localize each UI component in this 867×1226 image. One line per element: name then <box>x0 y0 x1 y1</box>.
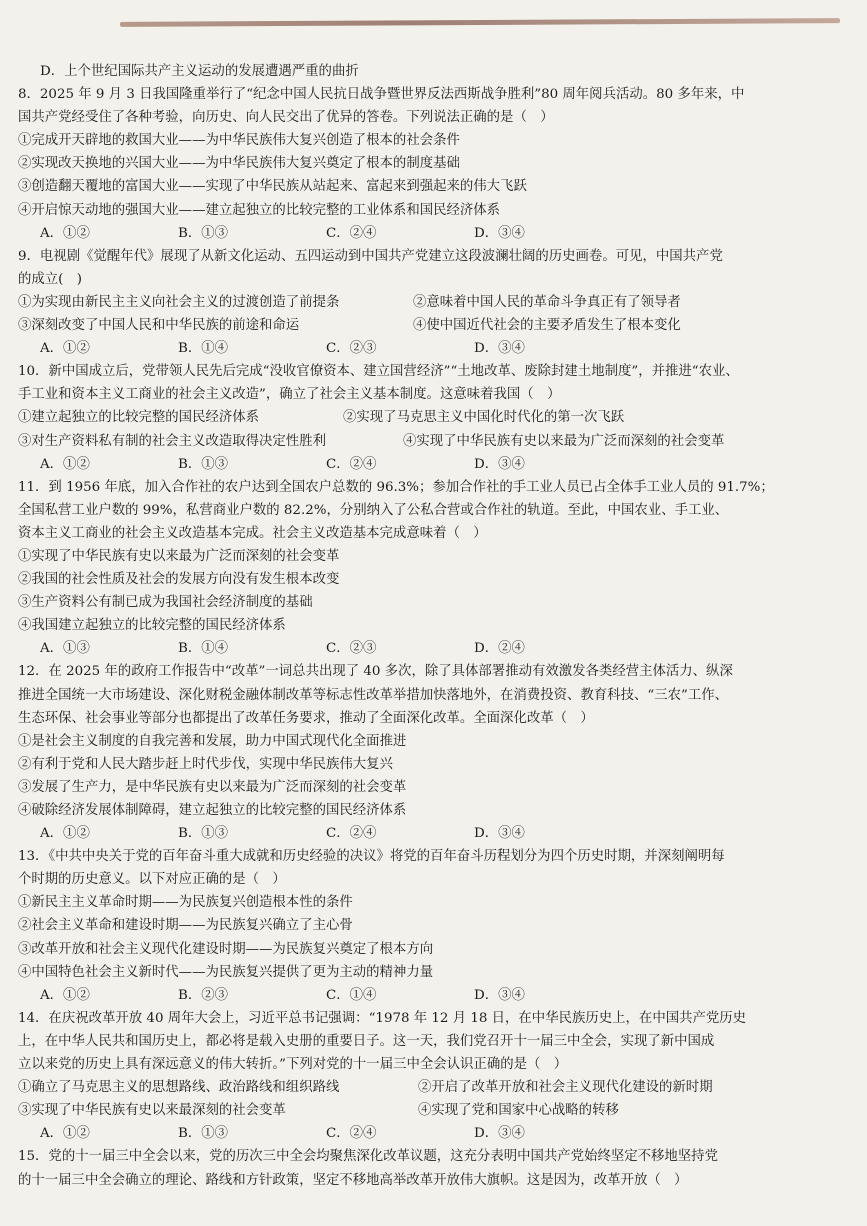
statement-item: ①是社会主义制度的自我完善和发展，助力中国式现代化全面推进 <box>18 733 407 749</box>
question-14 <box>18 1007 828 1146</box>
option-c: C．②④ <box>326 456 377 472</box>
question-stem-line: 14．在庆祝改革开放 40 周年大会上，习近平总书记强调：“1978 年 12 月 18 日，在中华民族历史上，在中国共产党历史 <box>18 1010 747 1026</box>
statement-item: ③实现了中华民族有史以来最深刻的社会变革 <box>18 1103 286 1119</box>
question-15 <box>18 1145 828 1191</box>
option-b: B．②③ <box>178 987 229 1003</box>
answer-options <box>18 637 828 660</box>
question-stem-line: 11．到 1956 年底，加入合作社的农户达到全国农户总数的 96.3%；参加合作社的手工业人员已占全体手工业人员的 91.7%； <box>18 479 774 495</box>
statement-item: ①确立了马克思主义的思想路线、政治路线和组织路线 <box>18 1080 340 1096</box>
statement-item: ②实现了马克思主义中国化时代化的第一次飞跃 <box>343 410 625 426</box>
answer-options <box>18 453 828 476</box>
question-stem-line: 15．党的十一届三中全会以来，党的历次三中全会均聚焦深化改革议题，这充分表明中国共产党始终坚定不移地坚持党 <box>18 1149 718 1165</box>
question-stem-line: 10．新中国成立后，党带领人民先后完成“没收官僚资本、建立国营经济”“土地改革、废除封建土地制度”，并推进“农业、 <box>18 364 739 380</box>
answer-options <box>18 984 828 1007</box>
question-stem-line: 8．2025 年 9 月 3 日我国隆重举行了“纪念中国人民抗日战争暨世界反法西斯战争胜利”80 周年阅兵活动。80 多年来，中 <box>18 87 745 103</box>
option-c: C．①④ <box>326 987 377 1003</box>
option-a: A．①② <box>40 987 90 1003</box>
question-stem-line: 的十一届三中全会确立的理论、路线和方针政策，坚定不移地高举改革开放伟大旗帜。这是因为，改革开放（ ） <box>18 1172 688 1188</box>
statement-item: ①完成开天辟地的救国大业——为中华民族伟大复兴创造了根本的社会条件 <box>18 133 460 149</box>
statement-item: ③深刻改变了中国人民和中华民族的前途和命运 <box>18 318 300 334</box>
option-c: C．②④ <box>326 225 377 241</box>
question-stem-line: 的成立( ) <box>18 271 83 287</box>
statement-item: ④使中国近代社会的主要矛盾发生了根本变化 <box>413 318 681 334</box>
statement-item: ③发展了生产力，是中华民族有史以来最为广泛而深刻的社会变革 <box>18 779 407 795</box>
statement-item: ④中国特色社会主义新时代——为民族复兴提供了更为主动的精神力量 <box>18 964 434 980</box>
statement-pair <box>18 314 828 337</box>
option-d: D．③④ <box>474 987 525 1003</box>
option-a: A．①② <box>40 456 90 472</box>
option-b: B．①③ <box>178 826 229 842</box>
option-d: D．③④ <box>474 826 525 842</box>
question-stem-line: 个时期的历史意义。以下对应正确的是（ ） <box>18 872 286 888</box>
statement-item: ①新民主主义革命时期——为民族复兴创造根本性的条件 <box>18 895 353 911</box>
question-stem-line: 13．《中共中央关于党的百年奋斗重大成就和历史经验的决议》将党的百年奋斗历程划分为四个历史时期，并深刻阐明每 <box>18 849 725 865</box>
statement-pair <box>18 291 828 314</box>
statement-item: ②意味着中国人民的革命斗争真正有了领导者 <box>413 294 681 310</box>
question-12 <box>18 660 828 845</box>
question-stem-line: 手工业和资本主义工商业的社会主义改造”，确立了社会主义基本制度。这意味着我国（ ） <box>18 387 561 403</box>
question-stem-line: 国共产党经受住了各种考验，向历史、向人民交出了优异的答卷。下列说法正确的是（ ） <box>18 110 554 126</box>
option-a: A．①② <box>40 826 90 842</box>
question-11 <box>18 476 828 661</box>
option-b: B．①③ <box>178 1126 229 1142</box>
question-9 <box>18 245 828 360</box>
statement-item: ②我国的社会性质及社会的发展方向没有发生根本改变 <box>18 572 340 588</box>
option-c: C．②③ <box>326 641 377 657</box>
question-stem-line: 全国私营工业户数的 99%，私营商业户数的 82.2%，分别纳入了公私合营或合作社的轨道。至此，中国农业、手工业、 <box>18 502 729 518</box>
statement-item: ②开启了改革开放和社会主义现代化建设的新时期 <box>418 1080 713 1096</box>
statement-item: ③对生产资料私有制的社会主义改造取得决定性胜利 <box>18 433 326 449</box>
statement-item: ③创造翻天覆地的富国大业——实现了中华民族从站起来、富起来到强起来的伟大飞跃 <box>18 179 527 195</box>
answer-options <box>18 222 828 245</box>
question-stem-line: 资本主义工商业的社会主义改造基本完成。社会主义改造基本完成意味着（ ） <box>18 525 487 541</box>
statement-item: ④我国建立起独立的比较完整的国民经济体系 <box>18 618 286 634</box>
exam-page <box>18 60 828 1192</box>
question-10 <box>18 360 828 475</box>
option-a: A．①② <box>40 225 90 241</box>
question-8 <box>18 83 828 245</box>
statement-item: ④破除经济发展体制障碍，建立起独立的比较完整的国民经济体系 <box>18 803 407 818</box>
statement-pair <box>18 1099 828 1122</box>
answer-options <box>18 1122 828 1145</box>
statement-item: ②社会主义革命和建设时期——为民族复兴确立了主心骨 <box>18 918 353 934</box>
question-stem-line: 上，在中华人民共和国历史上，都必将是载入史册的重要日子。这一天，我们党召开十一届三中全会，实现了新中国成 <box>18 1033 715 1049</box>
statement-item: ①为实现由新民主主义向社会主义的过渡创造了前提条 <box>18 294 340 310</box>
statement-item: ①实现了中华民族有史以来最为广泛而深刻的社会变革 <box>18 548 340 564</box>
statement-item: ①建立起独立的比较完整的国民经济体系 <box>18 410 260 426</box>
option-a: A．①② <box>40 1126 90 1142</box>
option-c: C．②④ <box>326 1126 377 1142</box>
question-stem-line: 推进全国统一大市场建设、深化财税金融体制改革等标志性改革举措加快落地外，在消费投资、教育科技、“三农”工作、 <box>18 687 728 703</box>
option-d: D．③④ <box>474 1126 525 1142</box>
statement-item: ④实现了党和国家中心战略的转移 <box>418 1103 619 1119</box>
previous-option-d: D．上个世纪国际共产主义运动的发展遭遇严重的曲折 <box>40 64 359 79</box>
option-b: B．①④ <box>178 641 229 657</box>
answer-options <box>18 337 828 360</box>
statement-pair <box>18 430 828 453</box>
statement-item: ②实现改天换地的兴国大业——为中华民族伟大复兴奠定了根本的制度基础 <box>18 156 460 172</box>
page-top-edge <box>120 18 840 27</box>
option-d: D．③④ <box>474 341 525 357</box>
option-b: B．①④ <box>178 341 229 357</box>
option-d: D．②④ <box>474 641 525 657</box>
answer-options <box>18 822 828 845</box>
option-b: B．①③ <box>178 225 229 241</box>
question-stem-line: 生态环保、社会事业等部分也都提出了改革任务要求，推动了全面深化改革。全面深化改革（ ） <box>18 710 594 726</box>
statement-item: ④开启惊天动地的强国大业——建立起独立的比较完整的工业体系和国民经济体系 <box>18 202 501 218</box>
question-stem-line: 12．在 2025 年的政府工作报告中“改革”一词总共出现了 40 多次，除了具体部署推动有效激发各类经营主体活力、纵深 <box>18 664 733 680</box>
statement-item: ③改革开放和社会主义现代化建设时期——为民族复兴奠定了根本方向 <box>18 941 434 957</box>
question-stem-line: 9．电视剧《觉醒年代》展现了从新文化运动、五四运动到中国共产党建立这段波澜壮阔的历史画卷。可见，中国共产党 <box>18 248 723 264</box>
statement-pair <box>18 406 828 429</box>
option-a: A．①③ <box>40 641 90 657</box>
statement-item: ②有利于党和人民大踏步赶上时代步伐，实现中华民族伟大复兴 <box>18 756 393 772</box>
question-stem-line: 立以来党的历史上具有深远意义的伟大转折。”下列对党的十一届三中全会认识正确的是（ ） <box>18 1057 568 1073</box>
statement-item: ④实现了中华民族有史以来最为广泛而深刻的社会变革 <box>403 433 725 449</box>
option-b: B．①③ <box>178 456 229 472</box>
option-c: C．②③ <box>326 341 377 357</box>
statement-pair <box>18 1076 828 1099</box>
option-d: D．③④ <box>474 225 525 241</box>
option-a: A．①② <box>40 341 90 357</box>
option-c: C．②④ <box>326 826 377 842</box>
statement-item: ③生产资料公有制已成为我国社会经济制度的基础 <box>18 595 313 611</box>
option-d: D．③④ <box>474 456 525 472</box>
question-13 <box>18 845 828 1007</box>
